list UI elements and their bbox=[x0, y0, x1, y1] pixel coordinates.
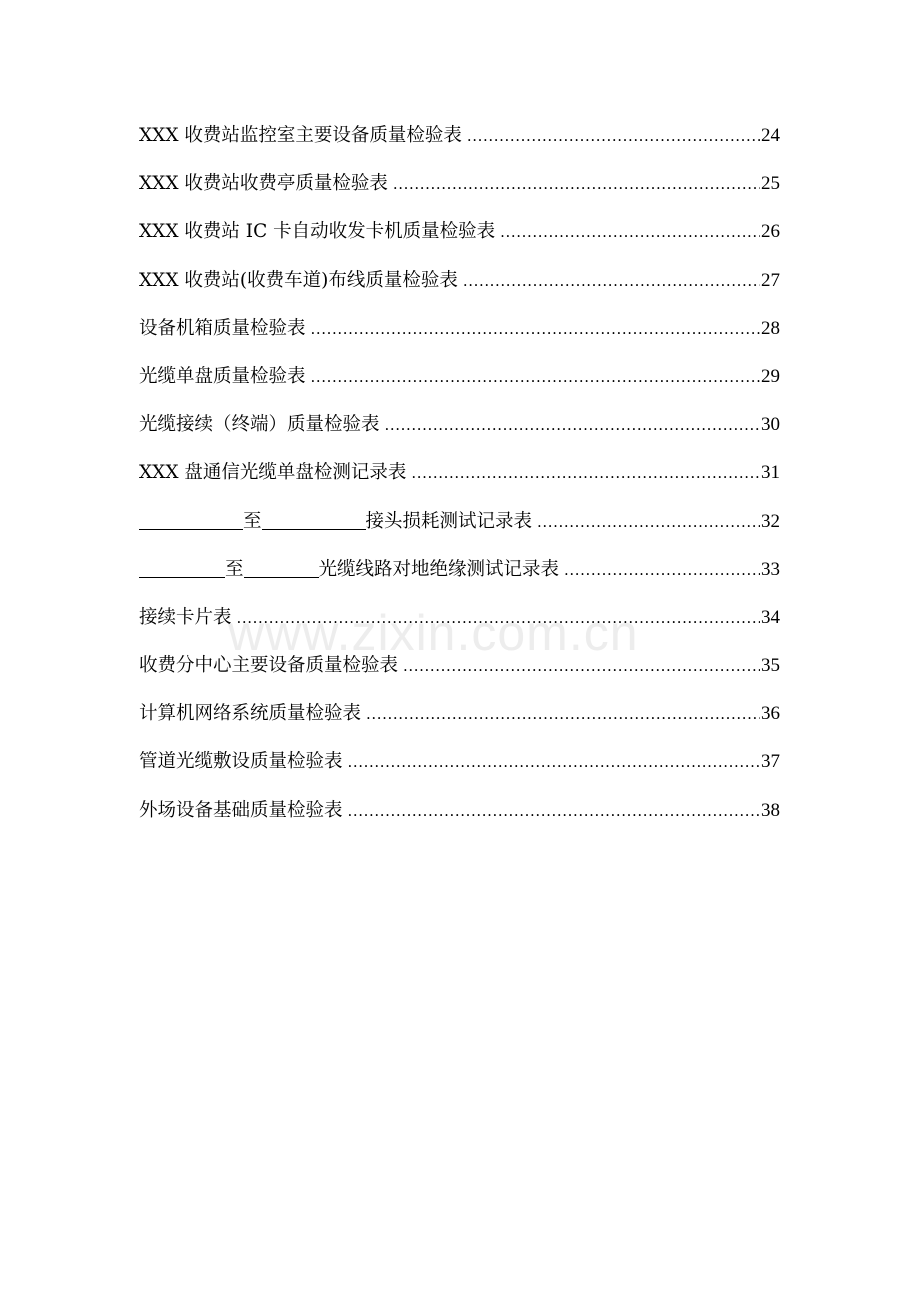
toc-dot-leader bbox=[467, 116, 760, 156]
toc-entry-title: XXX 收费站收费亭质量检验表 bbox=[139, 173, 388, 195]
toc-entry-page: 33 bbox=[761, 558, 780, 580]
toc-dot-leader bbox=[403, 646, 760, 686]
toc-entry bbox=[139, 791, 780, 839]
toc-entry-title: XXX 收费站(收费车道)布线质量检验表 bbox=[139, 269, 458, 291]
toc-entry-title: 管道光缆敷设质量检验表 bbox=[139, 751, 343, 773]
toc-entry-page: 37 bbox=[761, 751, 780, 773]
toc-entry-title bbox=[139, 502, 532, 542]
toc-entry-page: 27 bbox=[761, 269, 780, 291]
toc-entry-page: 38 bbox=[761, 799, 780, 821]
toc-entry-title: 计算机网络系统质量检验表 bbox=[139, 703, 362, 725]
toc-dot-leader bbox=[537, 502, 760, 542]
toc-dot-leader bbox=[385, 405, 760, 445]
toc-entry bbox=[139, 502, 780, 550]
toc-entry-page: 30 bbox=[761, 414, 780, 436]
toc-dot-leader bbox=[311, 357, 760, 397]
toc-entry-page: 25 bbox=[761, 173, 780, 195]
toc-entry bbox=[139, 357, 780, 405]
toc-entry-title bbox=[139, 550, 559, 590]
toc-entry bbox=[139, 453, 780, 501]
toc-entry-page: 26 bbox=[761, 221, 780, 243]
fill-in-blank bbox=[139, 576, 225, 578]
toc-dot-leader bbox=[411, 453, 760, 493]
toc-dot-leader bbox=[348, 742, 760, 782]
toc-entry-page: 28 bbox=[761, 317, 780, 339]
toc-dot-leader bbox=[237, 598, 760, 638]
table-of-contents bbox=[139, 116, 780, 839]
toc-entry bbox=[139, 742, 780, 790]
toc-entry bbox=[139, 694, 780, 742]
toc-entry-title: 外场设备基础质量检验表 bbox=[139, 799, 343, 821]
toc-entry bbox=[139, 116, 780, 164]
toc-entry bbox=[139, 212, 780, 260]
toc-entry-page: 34 bbox=[761, 606, 780, 628]
toc-entry-page: 31 bbox=[761, 462, 780, 484]
toc-entry bbox=[139, 646, 780, 694]
watermark: www.zixin.com.cn bbox=[228, 605, 639, 661]
toc-dot-leader bbox=[500, 212, 760, 252]
toc-entry bbox=[139, 164, 780, 212]
toc-entry-title: 设备机箱质量检验表 bbox=[139, 317, 306, 339]
toc-entry-page: 35 bbox=[761, 655, 780, 677]
toc-entry-title-tail: 光缆线路对地绝缘测试记录表 bbox=[318, 558, 560, 580]
toc-entry-page: 24 bbox=[761, 125, 780, 146]
fill-in-blank bbox=[244, 576, 319, 578]
toc-entry bbox=[139, 309, 780, 357]
toc-entry bbox=[139, 550, 780, 598]
toc-entry-page: 36 bbox=[761, 703, 780, 725]
toc-entry bbox=[139, 261, 780, 309]
toc-entry-title-mid: 至 bbox=[243, 510, 262, 532]
toc-entry-title: XXX 收费站 IC 卡自动收发卡机质量检验表 bbox=[139, 221, 496, 243]
toc-entry bbox=[139, 598, 780, 646]
toc-dot-leader bbox=[348, 791, 760, 831]
toc-entry-title: 光缆接续（终端）质量检验表 bbox=[139, 414, 380, 436]
toc-entry-title: 光缆单盘质量检验表 bbox=[139, 365, 306, 387]
toc-entry-title-mid: 至 bbox=[225, 558, 244, 580]
toc-dot-leader bbox=[311, 309, 760, 349]
toc-dot-leader bbox=[564, 550, 760, 590]
toc-dot-leader bbox=[393, 164, 760, 204]
fill-in-blank bbox=[139, 528, 243, 530]
toc-entry-title: XXX 收费站监控室主要设备质量检验表 bbox=[139, 125, 462, 146]
toc-entry-page: 32 bbox=[761, 510, 780, 532]
toc-dot-leader bbox=[463, 261, 760, 301]
toc-dot-leader bbox=[366, 694, 760, 734]
toc-entry-page: 29 bbox=[761, 365, 780, 387]
toc-entry-title: 收费分中心主要设备质量检验表 bbox=[139, 655, 399, 677]
toc-entry-title-tail: 接头损耗测试记录表 bbox=[365, 510, 533, 532]
toc-entry-title: 接续卡片表 bbox=[139, 606, 232, 628]
toc-entry-title: XXX 盘通信光缆单盘检测记录表 bbox=[139, 462, 407, 484]
toc-entry bbox=[139, 405, 780, 453]
fill-in-blank bbox=[262, 528, 366, 530]
